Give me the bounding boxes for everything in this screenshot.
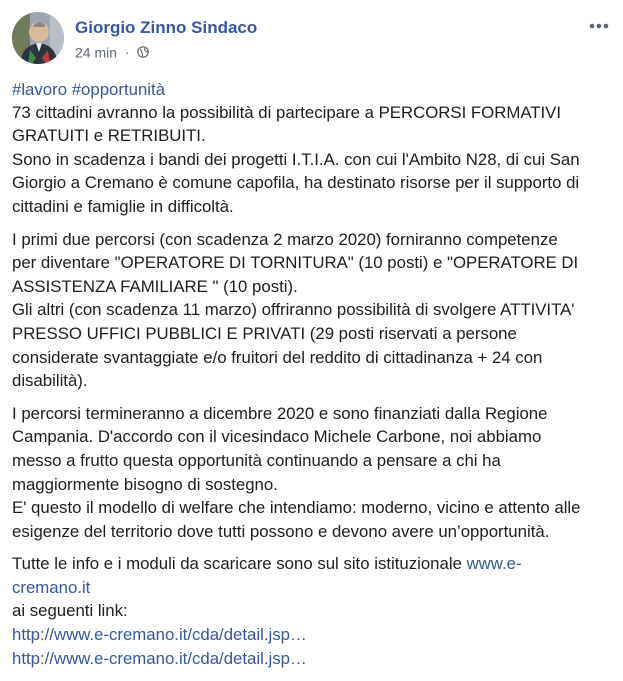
paragraph-3 xyxy=(12,402,612,544)
info-intro-text: Tutte le info e i moduli da scaricare sono sul sito istituzionale xyxy=(12,554,467,574)
paragraph-line: Sono in scadenza i bandi dei progetti I.T.I.A. con cui l'Ambito N28, di cui San xyxy=(12,149,580,169)
paragraph-line: Giorgio a Cremano è comune capofila, ha destinato risorse per il supporto di xyxy=(12,173,580,193)
paragraph-line: disabilità). xyxy=(12,371,88,391)
paragraph-line: E' questo il modello di welfare che intendiamo: moderno, vicino e attento alle xyxy=(12,498,581,518)
paragraph-line: GRATUITI e RETRIBUITI. xyxy=(12,126,206,146)
paragraph-line: I percorsi termineranno a dicembre 2020 e sono finanziati dalla Regione xyxy=(12,403,548,423)
paragraph-line: messo a frutto questa opportunità continuando a pensare a chi ha xyxy=(12,450,501,470)
links-label: ai seguenti link: xyxy=(12,601,128,621)
hashtags-line xyxy=(12,78,612,219)
avatar-photo xyxy=(12,12,64,64)
meta-separator: · xyxy=(124,44,130,61)
more-dots-icon[interactable] xyxy=(587,18,611,34)
hashtag-opportunita[interactable]: #opportunità xyxy=(71,80,166,99)
post-meta xyxy=(75,43,149,60)
detail-link-2[interactable]: http://www.e-cremano.it/cda/detail.jsp… xyxy=(12,648,307,668)
paragraph-line: Gli altri (con scadenza 11 marzo) offriranno possibilità di svolgere ATTIVITA' xyxy=(12,300,575,320)
paragraph-line: considerate svantaggiate e/o fruitori del reddito di cittadinanza + 24 con xyxy=(12,347,543,367)
paragraph-line: per diventare "OPERATORE DI TORNITURA" (10 posti) e "OPERATORE DI xyxy=(12,253,579,273)
avatar[interactable] xyxy=(12,12,64,64)
author-name[interactable]: Giorgio Zinno Sindaco xyxy=(75,18,258,37)
paragraph-line: Campania. D'accordo con il vicesindaco Michele Carbone, noi abbiamo xyxy=(12,427,542,447)
site-link-continued[interactable]: cremano.it xyxy=(12,577,91,597)
paragraph-line: cittadini e famiglie in difficoltà. xyxy=(12,196,234,216)
detail-link-1[interactable]: http://www.e-cremano.it/cda/detail.jsp… xyxy=(12,625,307,645)
post-header xyxy=(12,12,611,68)
globe-icon[interactable] xyxy=(137,46,149,58)
hashtag-lavoro[interactable]: #lavoro xyxy=(12,80,68,99)
paragraph-line: maggiormente bisogno di sostegno. xyxy=(12,474,278,494)
paragraph-line: 73 cittadini avranno la possibilità di partecipare a PERCORSI FORMATIVI xyxy=(12,102,562,122)
paragraph-line: ASSISTENZA FAMILIARE " (10 posti). xyxy=(12,276,298,296)
paragraph-4 xyxy=(12,552,612,670)
paragraph-line: PRESSO UFFICI PUBBLICI E PRIVATI (29 posti riservati a persone xyxy=(12,323,517,343)
post-body xyxy=(12,78,612,679)
site-link[interactable]: www.e- xyxy=(466,554,522,574)
paragraph-line: I primi due percorsi (con scadenza 2 marzo 2020) forniranno competenze xyxy=(12,229,558,249)
post-timestamp[interactable]: 24 min xyxy=(75,44,118,61)
paragraph-2 xyxy=(12,228,612,393)
paragraph-line: esigenze del territorio dove tutti possono e devono avere un’opportunità. xyxy=(12,521,550,541)
